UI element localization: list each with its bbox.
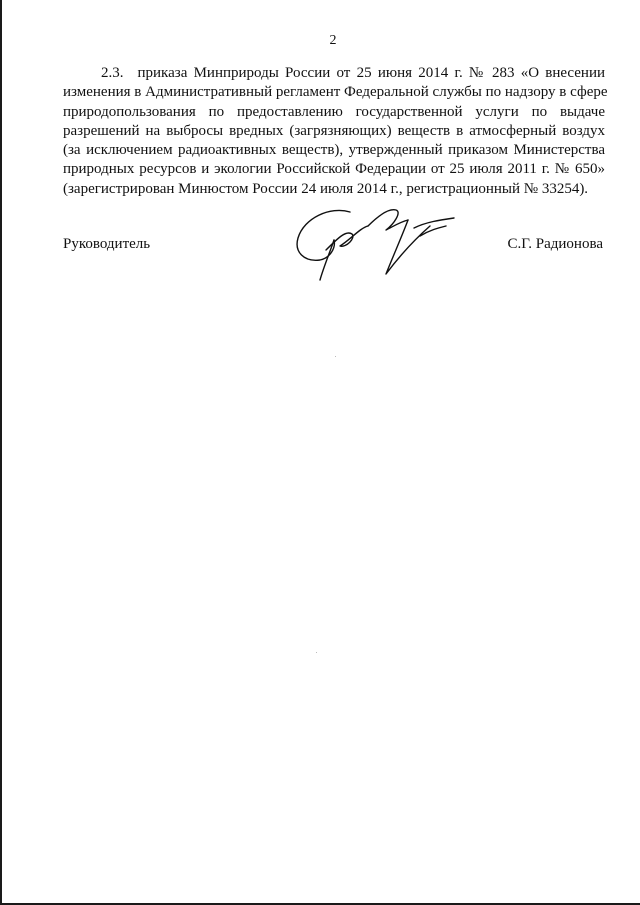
clause-line: природных ресурсов и экологии Российской Федерации от 25 июля 2011 г. № 650»	[63, 161, 605, 178]
scan-speck	[335, 356, 336, 357]
handwritten-signature	[290, 200, 460, 285]
clause-line-text: приказа Минприроды России от 25 июня 2014 г. № 283 «О внесении	[137, 65, 605, 81]
clause-line	[63, 64, 605, 83]
scan-speck	[316, 652, 317, 653]
clause-line: природопользования по предоставлению государственной услуги по выдаче	[63, 103, 605, 120]
clause-number: 2.3.	[101, 65, 124, 81]
page-number: 2	[329, 33, 337, 48]
clause-line: (зарегистрирован Минюстом России 24 июля 2014 г., регистрационный № 33254).	[63, 180, 589, 197]
clause-line: (за исключением радиоактивных веществ), утвержденный приказом Министерства	[63, 142, 605, 159]
clause-paragraph	[63, 64, 608, 199]
clause-line: разрешений на выбросы вредных (загрязняющих) веществ в атмосферный воздух	[63, 122, 605, 139]
signatory-name: С.Г. Радионова	[507, 236, 603, 252]
clause-line: изменения в Административный регламент Федеральной службы по надзору в сфере	[63, 84, 608, 101]
signatory-role: Руководитель	[63, 236, 151, 252]
